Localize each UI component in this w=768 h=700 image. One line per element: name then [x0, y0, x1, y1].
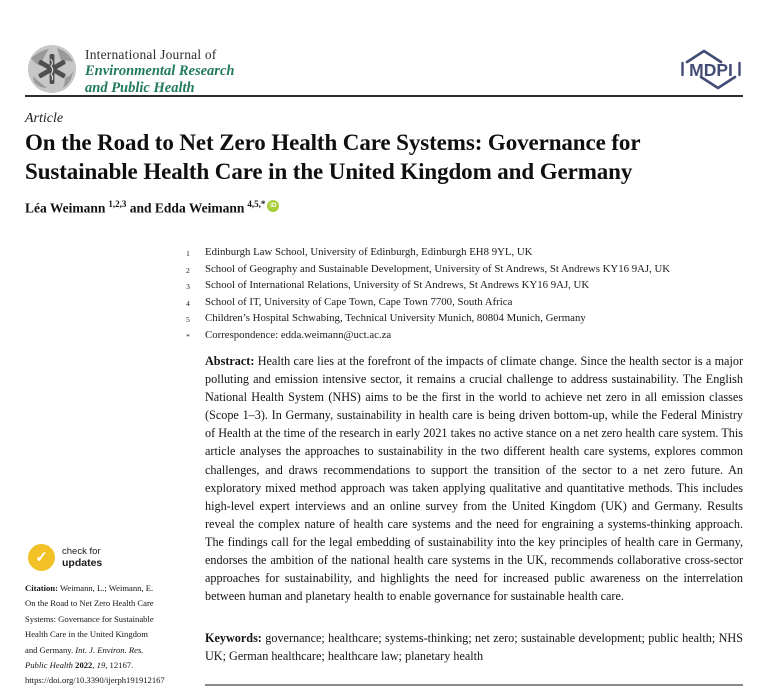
affiliation-text: School of Geography and Sustainable Development, University of St Andrews, St Andrews KY16 9AJ, UK — [205, 262, 671, 275]
abstract-text: Health care lies at the forefront of the impacts of climate change. Since the health sector is a major polluting and emission intensive sector, it remains a crucial challenge to address sustainability. The English National Health System (NHS) aims to be the first in the world to achieve net zero in all emission classes (Scope 1–3). In Germany, sustainability in health care is being driven bottom-up, while the Federal Ministry of Health at the time of the research in early 2021 takes no active stance on a net zero health care system. This article analyses the approaches to sustainability in the two different health care systems, explores common challenges, and draws recommendations to support the transition of the sector to a net zero future. An exploratory mixed method approach was taken applying qualitative and quantitative methods. This includes high-level expert interviews and an online survey from the United Kingdom (UK) and Germany. Results reveal the complex nature of health care systems and the need for engraining a systems-thinking approach. The findings call for the legal embedding of sustainability into the key principles of health care in Germany, endorses the ambition of the national health care systems in the UK, recommends collaborative cross-sector approaches for sustainability, and highlights the need for increased public awareness on the interrelation between human and planetary health to enable governance for sustainable health care. — [205, 354, 744, 604]
affiliation-text: School of IT, University of Cape Town, Cape Town 7700, South Africa — [205, 295, 513, 308]
journal-name — [85, 47, 234, 96]
abstract-label: Abstract: — [205, 354, 255, 368]
check-for-updates-badge[interactable] — [28, 544, 102, 571]
author-2-affiliation-sup: 4,5,* — [247, 199, 266, 209]
author-1-affiliation-sup: 1,2,3 — [108, 199, 127, 209]
affiliations-list — [186, 245, 746, 345]
authors-join: and — [129, 200, 152, 216]
citation-year: 2022 — [75, 660, 93, 671]
journal-name-prefix: International Journal of — [85, 47, 217, 62]
affiliation-row — [186, 245, 746, 262]
article-title: On the Road to Net Zero Health Care Systems: Governance for Sustainable Health Care in the United Kingdom and Germany — [25, 130, 641, 184]
check-for-updates-label — [62, 547, 102, 568]
badge-line1: check for — [62, 546, 101, 557]
journal-globe-logo-icon — [27, 44, 77, 94]
citation-journal-abbrev: Int. J. Environ. Res. Public Health — [25, 644, 144, 671]
affiliation-marker: 3 — [186, 282, 190, 292]
correspondence-marker: * — [186, 331, 190, 341]
mdpi-logo-icon — [676, 46, 746, 94]
affiliation-row — [186, 278, 746, 295]
abstract-section — [205, 352, 743, 605]
journal-name-main-line2: and Public Health — [85, 79, 195, 96]
affiliation-row — [186, 311, 746, 328]
badge-line2: updates — [62, 556, 103, 569]
correspondence-text — [205, 328, 746, 345]
citation-volume: 19 — [96, 660, 106, 671]
citation-block — [25, 581, 165, 689]
affiliation-marker: 1 — [186, 249, 190, 258]
svg-text:MDPI: MDPI — [689, 60, 733, 80]
citation-reference: Weimann, L.; Weimann, E. On the Road to Net Zero Health Care Systems: Governance for Sustainable Health Care in the United Kingdom and Germany. — [25, 583, 154, 655]
author-name-1: Léa Weimann — [25, 200, 106, 216]
affiliation-text: Children’s Hospital Schwabing, Technical University Munich, 80804 Munich, Germany — [205, 312, 586, 325]
citation-separator: , — [92, 660, 95, 671]
authors-line — [25, 199, 279, 217]
citation-doi-link[interactable]: https://doi.org/10.3390/ijerph191912167 — [25, 675, 165, 686]
affiliation-marker: 5 — [186, 315, 190, 325]
check-icon: ✓ — [28, 544, 55, 571]
article-type-label: Article — [25, 111, 64, 126]
journal-name-main-line1: Environmental Research — [85, 63, 235, 79]
citation-separator: , — [105, 660, 108, 671]
orcid-icon[interactable]: iD — [267, 200, 279, 212]
citation-pages: 12167. — [109, 660, 134, 671]
abstract-footer-divider — [205, 684, 743, 686]
affiliation-row — [186, 262, 746, 279]
header-divider — [25, 95, 743, 97]
affiliation-text: School of International Relations, University of St Andrews, St Andrews KY16 9AJ, UK — [205, 279, 590, 292]
keywords-section — [205, 629, 743, 665]
affiliation-text: Edinburgh Law School, University of Edinburgh, Edinburgh EH8 9YL, UK — [205, 246, 533, 258]
correspondence-email-link[interactable]: edda.weimann@uct.ac.za — [280, 328, 392, 341]
affiliation-marker: 4 — [186, 298, 190, 308]
citation-label: Citation: — [25, 583, 58, 593]
correspondence-row — [186, 328, 746, 345]
keywords-label: Keywords: — [205, 631, 262, 645]
keywords-text: governance; healthcare; systems-thinking; net zero; sustainable development; public health; NHS UK; German healthcare; healthcare law; planetary health — [205, 631, 743, 664]
author-name-2: Edda Weimann — [154, 200, 245, 216]
affiliation-row — [186, 295, 746, 312]
correspondence-label: Correspondence: — [205, 328, 279, 341]
affiliation-marker: 2 — [186, 265, 190, 275]
